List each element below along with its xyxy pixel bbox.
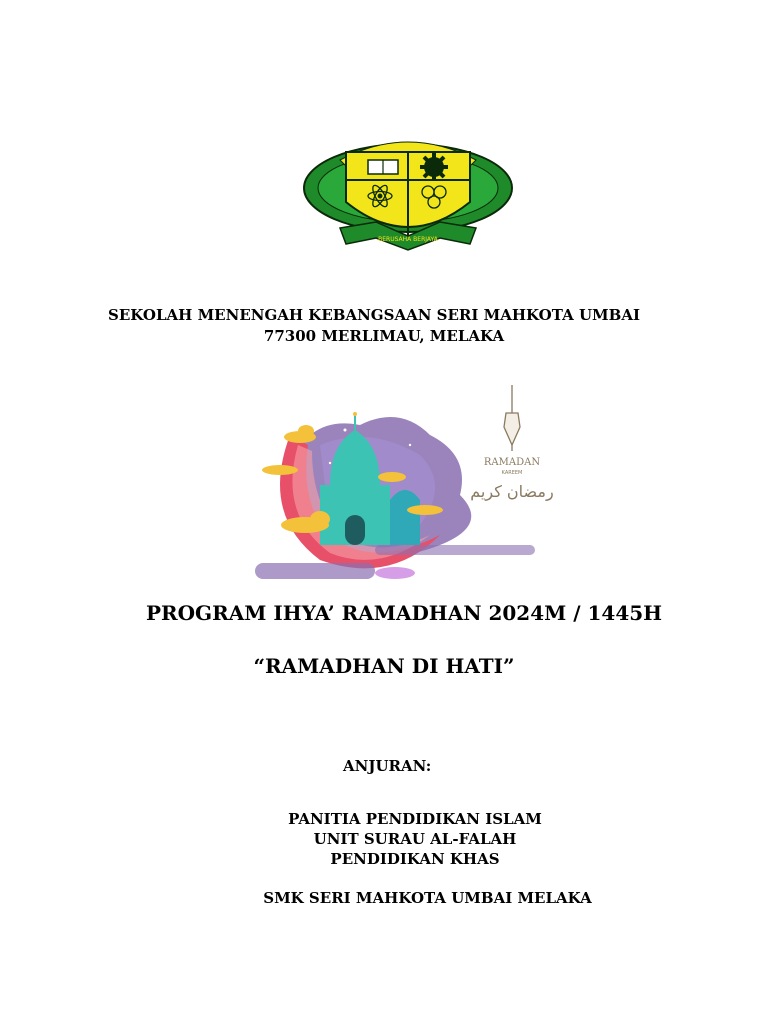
banner-text-latin: RAMADAN [483,457,541,468]
school-address: 77300 MERLIMAU, MELAKA [263,327,505,345]
organizer-line: PANITIA PENDIDIKAN ISLAM [288,810,542,828]
banner-text-sub: KAREEM [501,470,523,476]
organizer-list [0,809,768,869]
school-header [0,305,768,347]
program-tagline: “RAMADHAN DI HATI” [253,654,515,678]
book-icon [368,160,398,174]
school-crest-icon [300,132,516,252]
program-title: PROGRAM IHYA’ RAMADHAN 2024M / 1445H [145,601,663,625]
gear-icon [420,153,448,181]
school-name: SEKOLAH MENENGAH KEBANGSAAN SERI MAHKOTA UMBAI [108,306,640,324]
organizer-line: PENDIDIKAN KHAS [330,850,500,868]
lantern-icon [504,385,520,451]
ramadan-mosque-illustration [250,385,568,585]
organizer-label: ANJURAN: [343,757,432,775]
organizer-line: UNIT SURAU AL-FALAH [313,830,517,848]
crest-motto: BERUSAHA BERJAYA [378,236,438,243]
school-footer: SMK SERI MAHKOTA UMBAI MELAKA [263,889,592,907]
banner-text-arabic: رمضان كريم [470,482,554,501]
